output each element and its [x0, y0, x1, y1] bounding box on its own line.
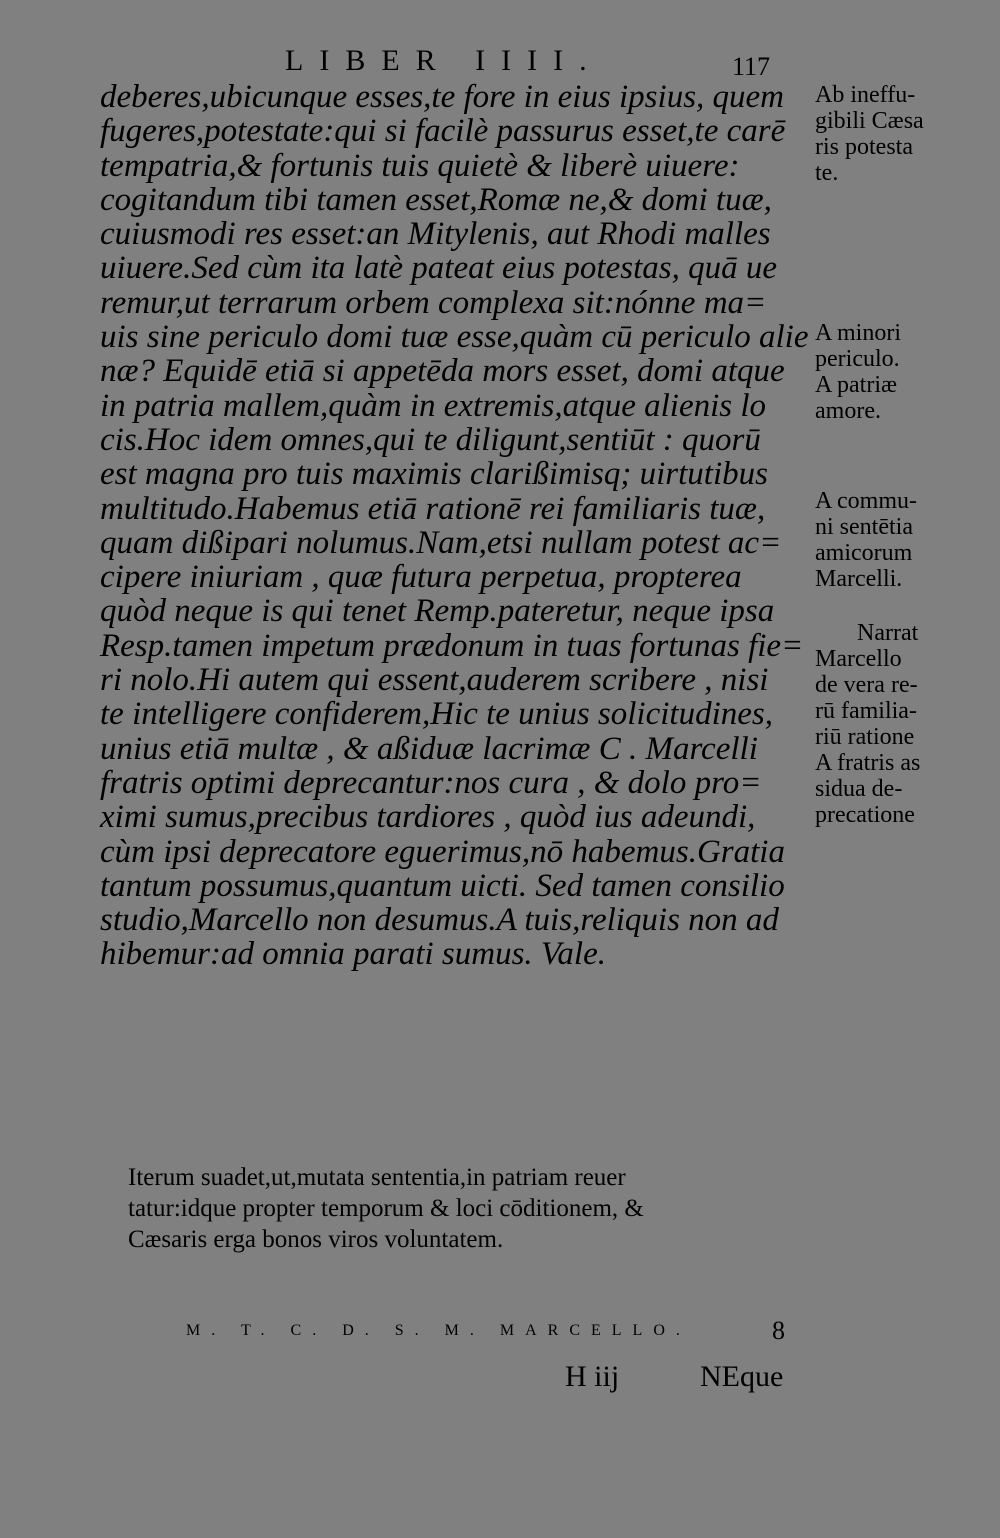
margin-note-line: gibili Cæsa [815, 108, 924, 134]
margin-note-line: ris potesta [815, 134, 913, 160]
signature-mark: H iij [565, 1360, 620, 1393]
margin-note-narrat-marcello [815, 620, 995, 828]
folio-number: 117 [732, 52, 771, 81]
running-head-title: LIBER IIII. [285, 44, 603, 77]
body-line: est magna pro tuis maximis clarißimisq; uirtutibus [100, 456, 768, 493]
body-line: remur,ut terrarum orbem complexa sit:nónne ma= [100, 284, 767, 321]
body-line: næ? Equidē etiā si appetēda mors esset, domi atque [100, 353, 785, 390]
margin-note-minori-periculo [815, 320, 995, 424]
margin-note-line: periculo. [815, 346, 900, 372]
summary-line: tatur:idque propter temporum & loci cōditionem, & [128, 1195, 644, 1222]
body-line: hibemur:ad omnia parati sumus. Vale. [100, 936, 606, 973]
body-line: quòd neque is qui tenet Remp.pateretur, neque ipsa [100, 593, 775, 630]
body-line: cis.Hoc idem omnes,qui te diligunt,sentiūt : quorū [100, 421, 761, 458]
body-line: cipere iniuriam , quæ futura perpetua, propterea [100, 559, 742, 596]
margin-note-line: Marcello [815, 646, 902, 672]
margin-note-line: precatione [815, 802, 915, 828]
body-line: deberes,ubicunque esses,te fore in eius ipsius, quem [100, 79, 785, 115]
body-line: te intelligere confiderem,Hic te unius solicitudines, [100, 696, 773, 733]
body-line: unius etiā multæ , & aßiduæ lacrimæ C . Marcelli [100, 730, 758, 767]
margin-note-line: A commu- [815, 488, 917, 514]
margin-note-line: Narrat [857, 620, 919, 646]
margin-note-line: amore. [815, 398, 881, 424]
margin-note-line: amicorum [815, 540, 913, 566]
summary-line: Iterum suadet,ut,mutata sententia,in patriam reuer [128, 1164, 626, 1191]
body-line: cùm ipsi deprecatore eguerimus,nō habemus.Gratia [100, 833, 785, 870]
letter-number: 8 [772, 1316, 785, 1345]
letter-body [100, 79, 809, 973]
body-line: multitudo.Habemus etiā rationē rei familiaris tuæ, [100, 490, 766, 527]
body-line: tantum possumus,quantum uicti. Sed tamen consilio [100, 867, 785, 904]
body-line: Resp.tamen impetum prædonum in tuas fortunas fie= [100, 627, 804, 664]
margin-note-line: A patriæ [815, 372, 897, 398]
margin-note-line: riū ratione [815, 724, 915, 750]
margin-note-line: Ab ineffu- [815, 82, 916, 108]
summary-line: Cæsaris erga bonos viros voluntatem. [128, 1226, 504, 1253]
margin-note-line: Marcelli. [815, 566, 903, 592]
margin-note-line: rū familia- [815, 698, 917, 724]
margin-note-line: de vera re- [815, 672, 918, 698]
body-line: uiuere.Sed cùm ita latè pateat eius potestas, quā ue [100, 250, 777, 287]
margin-note-line: A fratris as [815, 750, 921, 776]
margin-note-communi-sententia [815, 488, 995, 592]
body-line: ri nolo.Hi autem qui essent,auderem scribere , nisi [100, 662, 769, 699]
body-line: fratris optimi deprecantur:nos cura , & dolo pro= [100, 764, 762, 801]
body-line: quam dißipari nolumus.Nam,etsi nullam potest ac= [100, 524, 782, 561]
margin-note-line: te. [815, 160, 839, 186]
body-line: cogitandum tibi tamen esset,Romæ ne,& domi tuæ, [100, 181, 772, 218]
body-line: ximi sumus,precibus tardiores , quòd ius adeundi, [100, 799, 756, 836]
body-line: fugeres,potestate:qui si facilè passurus esset,te carē [100, 113, 786, 150]
catchword: NEque [700, 1360, 784, 1393]
margin-note-line: sidua de- [815, 776, 903, 802]
margin-note-ineffugibili [815, 82, 995, 186]
letter-heading: M. T. C. D. S. M. MARCELLO. [186, 1322, 691, 1339]
letter-argument-summary [128, 1162, 798, 1255]
body-line: studio,Marcello non desumus.A tuis,reliquis non ad [100, 902, 779, 939]
body-line: tempatria,& fortunis tuis quietè & liberè uiuere: [100, 147, 740, 184]
body-line: cuiusmodi res esset:an Mitylenis, aut Rhodi malles [100, 216, 771, 253]
margin-note-line: ni sentētia [815, 514, 913, 540]
body-line: uis sine periculo domi tuæ esse,quàm cū periculo alie [100, 319, 809, 356]
body-line: in patria mallem,quàm in extremis,atque alienis lo [100, 387, 767, 424]
margin-note-line: A minori [815, 320, 902, 346]
